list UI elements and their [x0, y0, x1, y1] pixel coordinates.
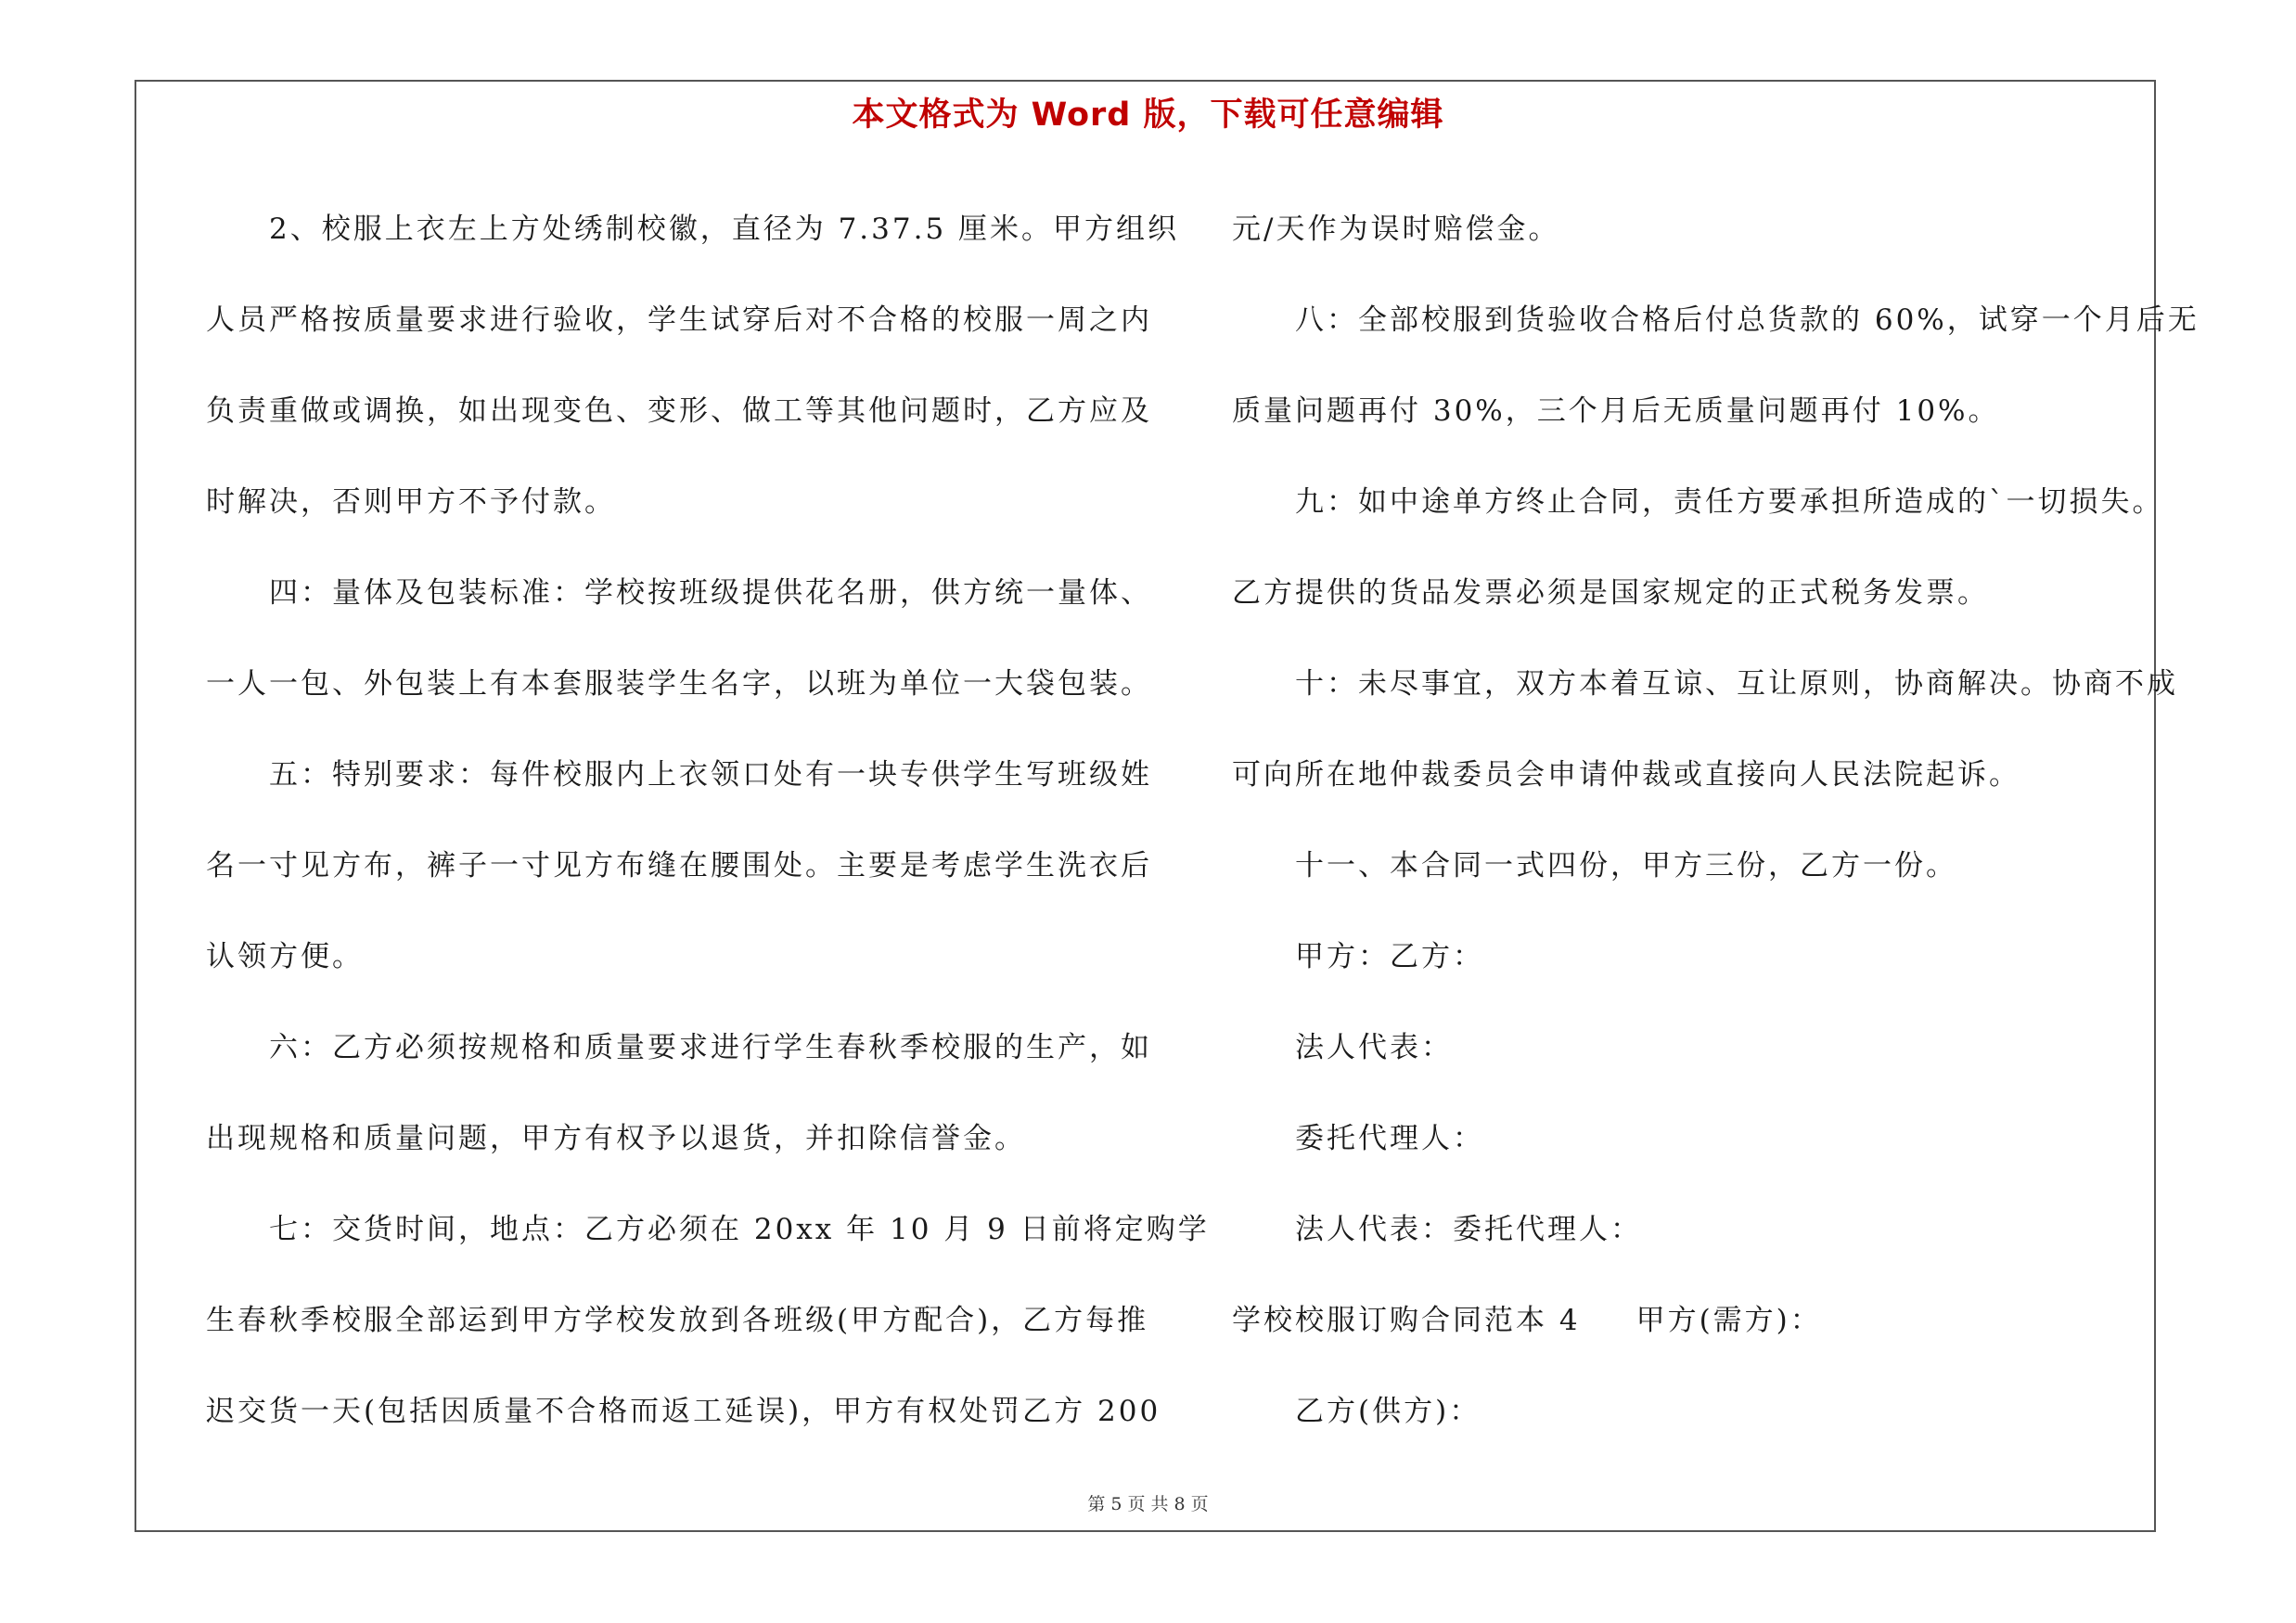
paragraph-line: 负责重做或调换，如出现变色、变形、做工等其他问题时，乙方应及	[206, 394, 1152, 428]
paragraph-line: 十：未尽事宜，双方本着互谅、互让原则，协商解决。协商不成	[1295, 667, 2178, 701]
paragraph-line: 八：全部校服到货验收合格后付总货款的 60%，试穿一个月后无	[1295, 303, 2200, 337]
paragraph-line: 七：交货时间，地点：乙方必须在 20xx 年 10 月 9 日前将定购学	[269, 1213, 1210, 1246]
paragraph-line: 名一寸见方布，裤子一寸见方布缝在腰围处。主要是考虑学生洗衣后	[206, 849, 1152, 882]
page-number: 第 5 页 共 8 页	[1087, 1494, 1209, 1514]
paragraph-line: 十一、本合同一式四份，甲方三份，乙方一份。	[1295, 849, 1957, 882]
paragraph-line: 认领方便。	[206, 940, 364, 973]
paragraph-line: 质量问题再付 30%，三个月后无质量问题再付 10%。	[1232, 394, 2000, 428]
legal-rep-agent-line: 法人代表：委托代理人：	[1295, 1213, 1642, 1246]
signature-party-line: 甲方：乙方：	[1295, 940, 1484, 973]
right-column	[1232, 184, 2200, 1457]
paragraph-line: 四：量体及包装标准：学校按班级提供花名册，供方统一量体、	[269, 576, 1152, 610]
left-column	[206, 184, 1210, 1457]
paragraph-line: 生春秋季校服全部运到甲方学校发放到各班级(甲方配合)，乙方每推	[206, 1304, 1149, 1337]
paragraph-line: 元/天作为误时赔偿金。	[1232, 213, 1560, 246]
paragraph-line: 一人一包、外包装上有本套服装学生名字，以班为单位一大袋包装。	[206, 667, 1152, 701]
paragraph-line: 出现规格和质量问题，甲方有权予以退货，并扣除信誉金。	[206, 1122, 1026, 1155]
paragraph-line: 迟交货一天(包括因质量不合格而返工延误)，甲方有权处罚乙方 200	[206, 1395, 1161, 1428]
party-a-demand: 甲方(需方)：	[1635, 1304, 1822, 1337]
contract-title: 学校校服订购合同范本 4	[1232, 1304, 1581, 1337]
paragraph-line: 九：如中途单方终止合同，责任方要承担所造成的`一切损失。	[1295, 485, 2164, 519]
contract-title-line	[1232, 1275, 2160, 1366]
paragraph-line: 可向所在地仲裁委员会申请仲裁或直接向人民法院起诉。	[1232, 758, 2020, 792]
paragraph-line: 时解决，否则甲方不予付款。	[206, 485, 616, 519]
legal-rep-line: 法人代表：	[1295, 1031, 1453, 1064]
word-format-banner: 本文格式为 Word 版，下载可任意编辑	[852, 97, 1444, 134]
paragraph-line: 2、校服上衣左上方处绣制校徽，直径为 7.37.5 厘米。甲方组织	[269, 213, 1180, 246]
paragraph-line: 五：特别要求：每件校服内上衣领口处有一块专供学生写班级姓	[269, 758, 1152, 792]
agent-line: 委托代理人：	[1295, 1122, 1484, 1155]
paragraph-line: 六：乙方必须按规格和质量要求进行学生春秋季校服的生产，如	[269, 1031, 1152, 1064]
paragraph-line: 人员严格按质量要求进行验收，学生试穿后对不合格的校服一周之内	[206, 303, 1152, 337]
paragraph-line: 乙方提供的货品发票必须是国家规定的正式税务发票。	[1232, 576, 1989, 610]
party-b-supply: 乙方(供方)：	[1295, 1395, 1481, 1428]
